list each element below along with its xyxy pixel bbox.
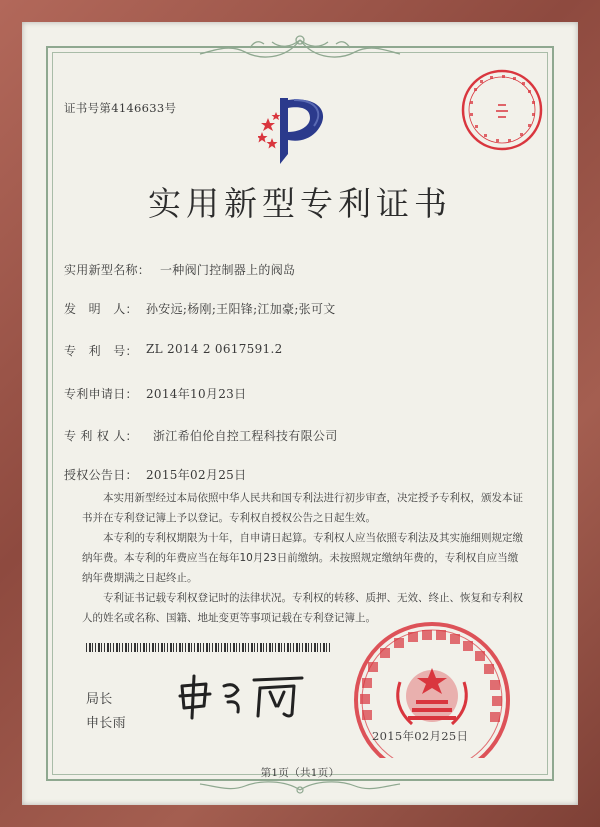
field-patent-number-label: 专 利 号： — [64, 344, 138, 358]
body-paragraph-term: 本专利的专利权期限为十年，自申请日起算。专利权人应当依照专利法及其实施细则规定缴纳年费。本专利的年费应当在每年10月23日前缴纳。未按照规定缴纳年费的，专利权自应当缴纳年费期满之日起终止。 — [82, 532, 523, 584]
field-patentee-label: 专 利 权 人： — [64, 429, 138, 443]
certificate-number: 证书号第4146633号 — [64, 101, 177, 115]
field-grant-date-label: 授权公告日： — [64, 468, 138, 482]
body-paragraph-legal-status: 专利证书记载专利权登记时的法律状况。专利权的转移、质押、无效、终止、恢复和专利权人的姓名或名称、国籍、地址变更等事项记载在专利登记簿上。 — [82, 592, 523, 624]
body-paragraph-grant: 本实用新型经过本局依照中华人民共和国专利法进行初步审查，决定授予专利权，颁发本证书并在专利登记簿上予以登记。专利权自授权公告之日起生效。 — [82, 492, 523, 524]
field-patentee-value: 浙江希伯伦自控工程科技有限公司 — [153, 429, 338, 443]
registration-stamp — [460, 68, 544, 152]
director-signature — [176, 672, 316, 720]
director-title: 局长 — [86, 692, 113, 707]
director-name: 申长雨 — [86, 716, 126, 731]
field-inventors-label: 发 明 人： — [64, 302, 138, 316]
top-ornament — [190, 30, 410, 70]
page-number: 第1页（共1页） — [260, 767, 340, 779]
field-patent-number-value: ZL 2014 2 0617591.2 — [146, 342, 283, 356]
field-filing-date-label: 专利申请日： — [64, 387, 138, 401]
certificate-title: 实用新型专利证书 — [148, 184, 452, 223]
bottom-ornament — [190, 778, 410, 802]
field-filing-date-value: 2014年10月23日 — [146, 387, 247, 401]
field-grant-date-value: 2015年02月25日 — [146, 468, 247, 482]
certificate-body — [82, 488, 528, 628]
field-utility-model-name-label: 实用新型名称： — [64, 263, 151, 277]
barcode — [86, 643, 332, 652]
field-inventors-value: 孙安远;杨刚;王阳锋;江加豪;张可文 — [146, 302, 336, 316]
seal-date: 2015年02月25日 — [372, 729, 469, 743]
field-utility-model-name-value: 一种阀门控制器上的阀岛 — [160, 263, 296, 277]
patent-office-logo — [258, 92, 338, 170]
